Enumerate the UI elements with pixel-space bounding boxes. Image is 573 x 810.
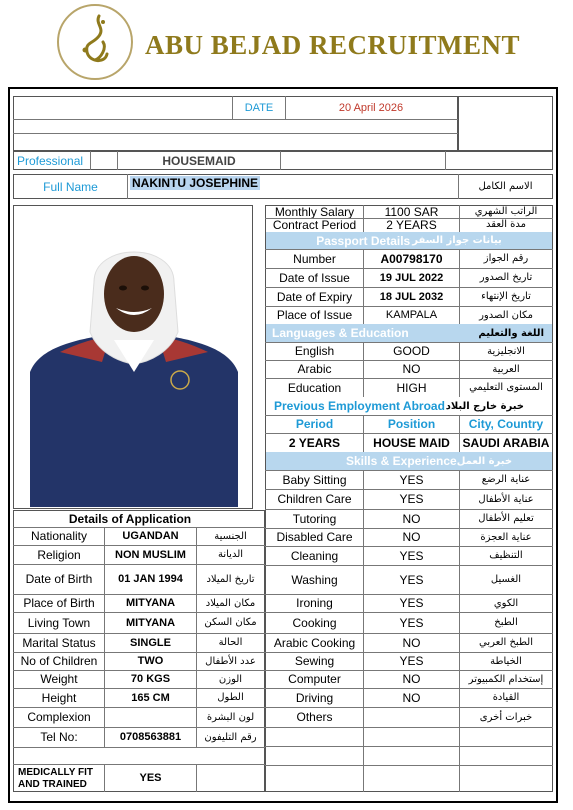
medical-value: YES — [139, 772, 162, 784]
issue-date-label: Date of Issue — [279, 270, 350, 285]
date-label: DATE — [244, 101, 274, 114]
english-value: GOOD — [393, 344, 430, 358]
contract-label: Contract Period — [272, 217, 357, 232]
application-value: MITYANA — [125, 597, 176, 609]
employment-country: SAUDI ARABIA — [462, 435, 550, 450]
application-value: UGANDAN — [122, 530, 179, 542]
skill-value: YES — [399, 572, 424, 587]
application-arabic: الديانة — [217, 549, 244, 560]
expiry-date-label: Date of Expiry — [276, 289, 353, 304]
skill-label: Cooking — [292, 615, 337, 630]
skill-arabic: الطبخ العربي — [479, 637, 533, 648]
application-value: 01 JAN 1994 — [118, 573, 183, 585]
education-value: HIGH — [396, 380, 427, 395]
application-arabic: تاريخ الميلاد — [206, 573, 255, 585]
skill-label: Driving — [295, 690, 334, 705]
employment-header-country: City, Country — [468, 417, 544, 431]
skill-value: NO — [402, 511, 421, 526]
application-arabic: الحالة — [218, 637, 243, 648]
application-label: Tel No: — [40, 730, 78, 744]
skills-band: Skills & Experience خبرة العمل — [266, 452, 552, 470]
employment-position: HOUSE MAID — [373, 435, 450, 450]
skill-value: YES — [399, 472, 424, 487]
skill-arabic: الخياطة — [490, 655, 522, 667]
company-name: ABU BEJAD RECRUITMENT — [145, 30, 521, 60]
application-arabic: مكان السكن — [204, 617, 257, 628]
skill-value: YES — [399, 596, 424, 610]
skill-label: Others — [296, 710, 333, 724]
english-label: English — [294, 344, 335, 358]
employment-header-position: Position — [387, 417, 436, 431]
application-title: Details of Application — [68, 511, 192, 526]
profession-label: Professional — [17, 153, 84, 168]
application-label: Marital Status — [22, 635, 96, 650]
full-name-arabic: الاسم الكامل — [478, 181, 533, 192]
skill-value: YES — [399, 654, 424, 668]
skill-value: NO — [402, 530, 421, 544]
application-value: 165 CM — [131, 691, 170, 704]
application-arabic: مكان الميلاد — [205, 597, 256, 609]
issue-place-value: KAMPALA — [385, 309, 438, 321]
skill-value: NO — [402, 672, 421, 686]
application-label: Religion — [37, 547, 81, 562]
skill-value: YES — [399, 548, 424, 563]
company-logo — [55, 2, 135, 82]
application-label: Height — [41, 690, 77, 705]
skill-arabic: الطبخ — [494, 617, 518, 628]
profession-row — [13, 151, 553, 170]
issue-date-value: 19 JUL 2022 — [379, 271, 444, 284]
issue-place-label: Place of Issue — [276, 308, 353, 322]
education-label: Education — [287, 380, 342, 395]
passport-number-arabic: رقم الجواز — [483, 253, 529, 264]
application-value: NON MUSLIM — [115, 548, 186, 561]
skill-arabic: إستخدام الكمبيوتر — [468, 673, 544, 685]
salary-label: Monthly Salary — [274, 204, 355, 219]
arabic-arabic: العربية — [492, 363, 520, 375]
skill-arabic: عناية الأطفال — [478, 493, 534, 505]
issue-date-arabic: تاريخ الصدور — [479, 272, 533, 283]
application-value: MITYANA — [125, 616, 176, 629]
medical-label: MEDICALLY FIT AND TRAINED — [18, 767, 94, 790]
date-value: 20 April 2026 — [338, 101, 404, 114]
application-arabic: الطول — [217, 692, 244, 703]
skill-value — [364, 707, 459, 727]
top-right-box — [458, 96, 553, 151]
skill-value: NO — [402, 635, 421, 650]
issue-place-arabic: مكان الصدور — [479, 309, 533, 321]
expiry-date-arabic: تاريخ الإنتهاء — [481, 291, 531, 302]
application-value: 70 KGS — [130, 673, 171, 685]
skill-arabic: القيادة — [492, 692, 520, 703]
skill-arabic: التنظيف — [489, 550, 523, 561]
application-label: Complexion — [27, 710, 91, 724]
skill-arabic: الغسيل — [490, 574, 522, 585]
skill-label: Sewing — [294, 654, 335, 668]
application-label: Weight — [40, 672, 78, 686]
skill-label: Washing — [291, 572, 338, 587]
salary-value: 1100 SAR — [384, 204, 439, 219]
application-arabic: عدد الأطفال — [205, 655, 256, 667]
passport-number-value: A00798170 — [380, 251, 443, 266]
full-name-value: NAKINTU JOSEPHINE — [132, 176, 259, 190]
application-value: 0708563881 — [119, 731, 182, 743]
application-label: Date of Birth — [25, 572, 93, 586]
skill-value: NO — [402, 690, 421, 705]
passport-number-label: Number — [293, 251, 336, 266]
skill-label: Tutoring — [292, 511, 337, 526]
contract-value: 2 YEARS — [386, 217, 437, 232]
skill-value: YES — [399, 492, 424, 506]
employment-band: Previous Employment Abroad خبرة خارج البلاد — [266, 397, 552, 415]
skill-label: Ironing — [296, 596, 333, 610]
skill-arabic: عناية العجزة — [480, 531, 532, 543]
application-value — [105, 707, 196, 727]
arabic-value: NO — [402, 362, 421, 376]
skill-arabic: الكوي — [493, 597, 519, 609]
skill-label: Arabic Cooking — [273, 635, 356, 650]
application-arabic: لون البشرة — [206, 711, 255, 723]
skill-label: Disabled Care — [276, 530, 353, 544]
skill-arabic: عناية الرضع — [481, 474, 531, 485]
education-arabic: المستوى التعليمي — [469, 382, 543, 393]
application-label: Nationality — [30, 529, 88, 543]
application-value: SINGLE — [130, 636, 171, 649]
contract-arabic: مدة العقد — [486, 219, 526, 230]
skill-label: Computer — [288, 672, 341, 686]
languages-band: Languages & Education اللغة والتعليم — [266, 324, 552, 342]
skill-arabic: خبرات أخرى — [479, 711, 533, 723]
english-arabic: الانجليزية — [487, 345, 525, 357]
profession-value: HOUSEMAID — [162, 153, 236, 168]
application-label: Place of Birth — [23, 596, 95, 610]
application-label: Living Town — [27, 615, 91, 630]
passport-band: Passport Details بيانات جواز السفر — [266, 232, 552, 249]
skill-label: Children Care — [277, 492, 352, 506]
employment-header-period: Period — [295, 417, 334, 431]
skill-arabic: تعليم الأطفال — [478, 513, 534, 524]
application-arabic: الوزن — [218, 673, 243, 685]
candidate-photo — [30, 222, 238, 507]
application-arabic: الجنسية — [214, 530, 247, 542]
arabic-label: Arabic — [297, 362, 332, 376]
skill-label: Cleaning — [290, 548, 339, 563]
full-name-label: Full Name — [43, 179, 98, 194]
application-value: TWO — [137, 655, 164, 667]
application-arabic: رقم التليفون — [204, 731, 257, 743]
employment-period: 2 YEARS — [288, 435, 341, 450]
expiry-date-value: 18 JUL 2032 — [379, 290, 444, 303]
skill-label: Baby Sitting — [282, 472, 347, 487]
skill-value: YES — [399, 615, 424, 630]
salary-arabic: الراتب الشهري — [474, 206, 538, 217]
application-label: No of Children — [20, 654, 98, 668]
